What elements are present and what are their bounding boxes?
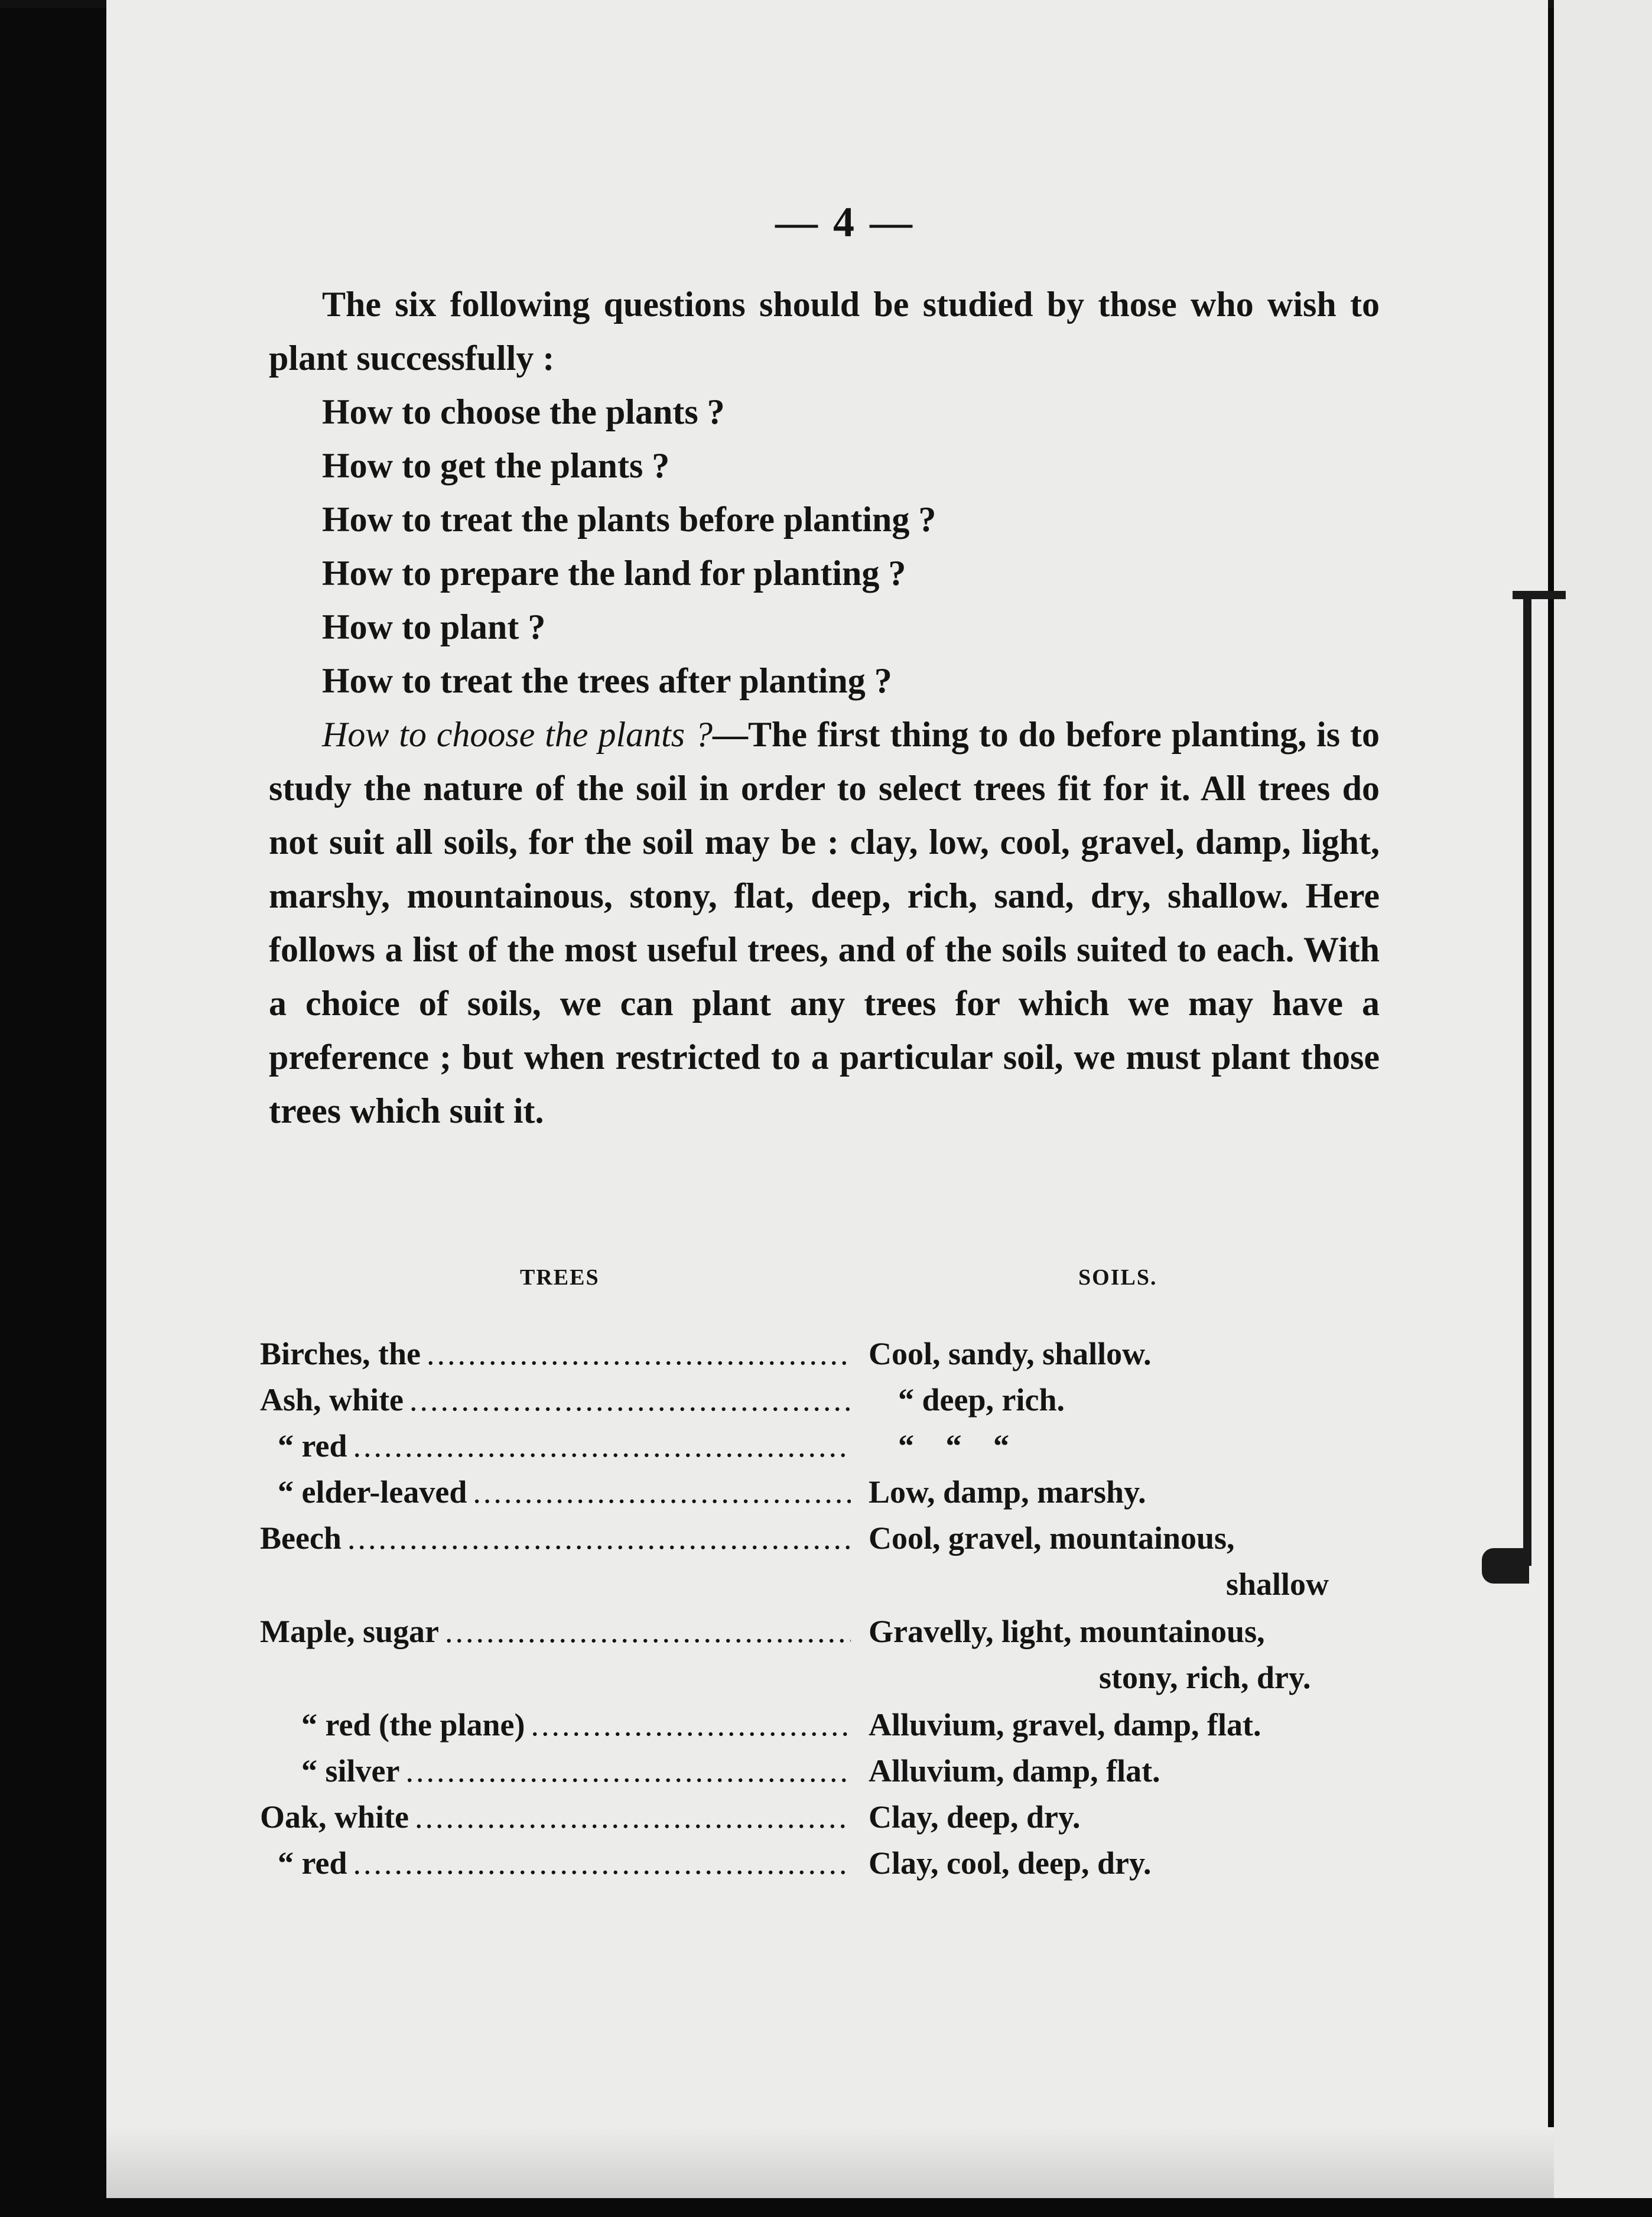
binding-clip (1523, 597, 1531, 1566)
column-header-trees: TREES (520, 1265, 600, 1290)
tree-name: “ red (278, 1428, 347, 1464)
tree-name: Maple, sugar (260, 1614, 439, 1649)
dot-leader (409, 1377, 851, 1423)
dot-leader (353, 1840, 851, 1886)
tree-cell (260, 1794, 851, 1840)
table-row (260, 1608, 1383, 1654)
dot-leader (445, 1608, 851, 1654)
page-bottom-shadow (106, 2127, 1554, 2198)
section-heading: How to choose the plants ? (322, 715, 713, 754)
soil-cell: Cool, gravel, mountainous, (869, 1520, 1235, 1556)
tree-name: “ red (the plane) (301, 1707, 525, 1743)
soil-cell: Low, damp, marshy. (869, 1474, 1146, 1510)
question-item: How to treat the plants before planting ? (322, 500, 936, 539)
binding-clip-top (1513, 591, 1566, 599)
question-item: How to get the plants ? (322, 446, 670, 485)
dot-leader (405, 1748, 851, 1794)
tree-name: Ash, white (260, 1382, 404, 1418)
table-row (260, 1702, 1383, 1748)
table-row (260, 1331, 1383, 1377)
page-number: — 4 — (775, 199, 915, 246)
dot-leader (415, 1794, 851, 1840)
dot-leader (353, 1423, 851, 1469)
question-item: How to treat the trees after planting ? (322, 661, 892, 700)
question-item: How to prepare the land for planting ? (322, 554, 906, 593)
dot-leader (427, 1331, 851, 1377)
dot-leader (473, 1469, 851, 1515)
column-header-soils: SOILS. (1078, 1265, 1157, 1290)
table-row (260, 1377, 1383, 1423)
dot-leader (531, 1702, 851, 1748)
soil-cell: Alluvium, damp, flat. (869, 1753, 1160, 1789)
tree-name: “ red (278, 1845, 347, 1881)
tree-name: Oak, white (260, 1799, 409, 1835)
facing-page-edge (1554, 0, 1652, 2198)
soil-cell: Clay, cool, deep, dry. (869, 1845, 1152, 1881)
question-item: How to plant ? (322, 607, 546, 646)
soil-continuation: shallow (1226, 1566, 1329, 1602)
intro-paragraph: The six following questions should be studied by those who wish to plant successfully : (269, 285, 1380, 378)
tree-cell (260, 1608, 851, 1654)
section-body: —The first thing to do before planting, is to study the nature of the soil in order to select trees fit for it. All trees do not suit all soils, for the soil may be : clay, low, cool, gravel, damp, light, marshy, mountainous, stony, flat, deep, rich, sand, dry, shallow. Here follows a list of the most useful trees, and of the soils suited to each. With a choice of soils, we can plant any trees for which we may have a preference ; but when restricted to a particular soil, we must plant those trees which suit it. (269, 715, 1380, 1130)
tree-name: “ silver (301, 1753, 400, 1789)
binding-clip-bottom (1482, 1548, 1529, 1584)
soil-cell: Gravelly, light, mountainous, (869, 1614, 1265, 1649)
table-row (260, 1423, 1383, 1469)
table-row (260, 1794, 1383, 1840)
dot-leader (347, 1515, 851, 1561)
tree-cell (260, 1331, 851, 1377)
body-text (269, 278, 1380, 1138)
tree-cell (260, 1423, 851, 1469)
question-item: How to choose the plants ? (322, 392, 725, 431)
tree-cell (260, 1748, 851, 1794)
table-row (260, 1748, 1383, 1794)
question-list (269, 385, 1380, 708)
tree-cell (260, 1840, 851, 1886)
tree-cell (260, 1702, 851, 1748)
soil-cell: Clay, deep, dry. (869, 1799, 1081, 1835)
section-paragraph (269, 708, 1380, 1138)
table-row (260, 1515, 1383, 1561)
tree-cell (260, 1515, 851, 1561)
tree-cell (260, 1377, 851, 1423)
soil-cell: “ deep, rich. (898, 1382, 1065, 1418)
soil-continuation: stony, rich, dry. (1099, 1660, 1311, 1695)
tree-name: Beech (260, 1520, 342, 1556)
soil-cell: Cool, sandy, shallow. (869, 1336, 1152, 1371)
tree-name: Birches, the (260, 1336, 421, 1371)
table-row (260, 1840, 1383, 1886)
tree-cell (260, 1469, 851, 1515)
tree-name: “ elder-leaved (278, 1474, 467, 1510)
table-row (260, 1469, 1383, 1515)
soil-cell: Alluvium, gravel, damp, flat. (869, 1707, 1261, 1743)
soil-cell: “ “ “ (898, 1428, 1009, 1464)
